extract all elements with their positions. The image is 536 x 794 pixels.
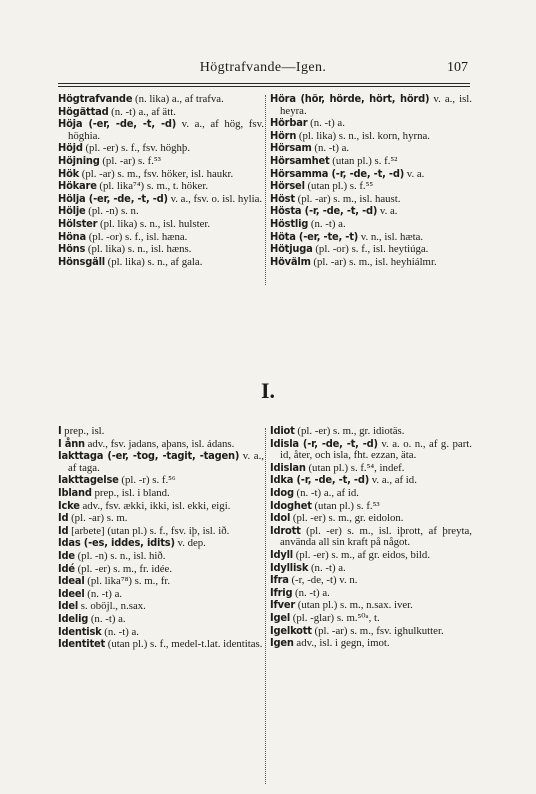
entry-definition: (utan pl.) s. f.⁵³ — [311, 499, 380, 512]
entry-definition: v. a., af id. — [369, 474, 417, 487]
entry-definition: (pl. -or) s. f., isl. heytiúga. — [312, 243, 429, 256]
entry-definition: s. oböjl., n.sax. — [78, 600, 146, 613]
entry-definition: (pl. lika) s. n., af gala. — [104, 255, 203, 268]
entry-headword: Hörbar — [270, 116, 308, 130]
entry-definition: (utan pl.) s. f.⁵⁵ — [304, 180, 374, 193]
entry-headword: Iakttaga (-er, -tog, -tagit, -tagen) — [58, 449, 240, 463]
entry-definition: (n. -t) a. — [308, 217, 346, 230]
entry-definition: v. a. — [377, 205, 398, 218]
entry-definition: (pl. lika⁷⁴) s. m., t. höker. — [96, 180, 209, 193]
page-number: 107 — [447, 60, 468, 75]
entry-definition: adv., fsv. ækki, ikki, isl. ekki, eigi. — [79, 499, 231, 512]
entry-headword: Icke — [58, 498, 80, 512]
entry-definition: (pl. -glar) s. m.⁵⁰ᵃ, t. — [290, 611, 380, 624]
entry-headword: Höst — [270, 191, 295, 205]
dictionary-entry — [58, 218, 264, 231]
entry-definition: prep., isl. i bland. — [91, 486, 170, 499]
entry-definition: (n. -t) a. — [311, 142, 350, 155]
entry-headword: I — [58, 424, 62, 437]
entry-headword: Hölster — [58, 216, 98, 230]
dictionary-entry — [270, 587, 472, 600]
dictionary-entry — [270, 574, 472, 587]
entry-headword: Idog — [270, 485, 294, 499]
entry-definition: (pl. -er) s. m., isl. iþrott, af þreyta, använda all sin kraft på något. — [280, 524, 472, 549]
entry-definition: (pl. lika) s. n., isl. korn, hyrna. — [296, 129, 430, 142]
entry-headword: Ideal — [58, 574, 85, 588]
dictionary-entry — [58, 487, 264, 500]
entry-definition: (-r, -de, -t) v. n. — [288, 574, 358, 587]
entry-headword: Höstlig — [270, 216, 309, 230]
entry-headword: Höns — [58, 242, 86, 256]
entry-headword: Igen — [270, 636, 294, 650]
entry-headword: Ifra — [270, 573, 289, 587]
entry-headword: Hövälm — [270, 254, 311, 268]
entry-definition: (pl. -er) s. f., fsv. höghþ. — [82, 142, 191, 155]
entry-headword: Hörsel — [270, 179, 305, 193]
entry-definition: (pl. -ar) s. m., isl. heyhiálmr. — [310, 255, 437, 268]
entry-definition: v. a., af hög, fsv. höghia. — [68, 118, 264, 142]
entry-definition: (n. -t) a. — [84, 587, 123, 600]
entry-definition: (pl. -n) s. n., isl. hið. — [74, 549, 166, 562]
dictionary-entry — [270, 599, 472, 612]
entry-headword: Id — [58, 523, 69, 537]
entry-headword: Högtrafvande — [58, 92, 133, 105]
dictionary-entry — [58, 500, 264, 513]
entry-headword: Hörsamma (-r, -de, -t, -d) — [270, 166, 405, 180]
entry-definition: (pl. lika⁷⁸) s. m., fr. — [84, 575, 171, 588]
entry-headword: Idrott — [270, 523, 301, 537]
column-top-left — [58, 93, 264, 268]
entry-definition: (pl. -ar) s. m., fsv. höker, isl. haukr. — [79, 167, 234, 180]
dictionary-entry — [270, 625, 472, 638]
entry-headword: Hötjuga — [270, 242, 313, 256]
entry-headword: Hösta (-r, -de, -t, -d) — [270, 204, 378, 218]
entry-definition: (n. -t) a., af ätt. — [108, 105, 176, 118]
entry-definition: (n. -t) a. — [292, 586, 330, 599]
dictionary-entry — [270, 93, 472, 117]
running-header — [58, 60, 468, 78]
entry-definition: (n. -t) a. — [88, 612, 126, 625]
entry-definition: (utan pl.) s. m., n.sax. iver. — [295, 599, 413, 612]
dictionary-entry — [58, 588, 264, 601]
dictionary-entry — [58, 256, 264, 269]
entry-headword: Högättad — [58, 104, 109, 118]
dictionary-entry — [270, 500, 472, 513]
entry-headword: Idas (-es, iddes, idits) — [58, 536, 175, 550]
entry-headword: Ideel — [58, 586, 85, 600]
dictionary-entry — [58, 425, 264, 438]
entry-headword: Hök — [58, 166, 80, 180]
dictionary-entry — [270, 562, 472, 575]
entry-headword: Höja (-er, -de, -t, -d) — [58, 117, 177, 131]
dictionary-entry — [270, 256, 472, 269]
dictionary-entry — [270, 180, 472, 193]
entry-headword: Ide — [58, 548, 75, 562]
entry-definition: (pl. -n) s. n. — [85, 205, 139, 218]
entry-definition: v. a. o. n., af g. part. id, åter, och isla, fht. ezzan, äta. — [280, 437, 472, 462]
entry-headword: Idyll — [270, 547, 293, 561]
entry-headword: Idka (-r, -de, -t, -d) — [270, 473, 370, 487]
entry-definition: v. n., isl. hæta. — [358, 230, 424, 243]
column-divider — [265, 428, 266, 784]
column-bottom-left — [58, 425, 264, 651]
dictionary-entry — [58, 118, 264, 142]
entry-headword: Idoghet — [270, 498, 312, 512]
entry-definition: (pl. -er) s. m., fr. idée. — [74, 562, 173, 575]
entry-definition: (pl. -r) s. f.⁵⁶ — [118, 474, 176, 487]
dictionary-entry — [58, 638, 264, 651]
column-divider — [265, 95, 266, 285]
dictionary-entry — [58, 600, 264, 613]
entry-definition: v. a., isl. heyra. — [280, 93, 472, 117]
entry-headword: Hölja (-er, -de, -t, -d) — [58, 191, 168, 205]
entry-definition: v. dep. — [174, 537, 206, 550]
dictionary-entry — [58, 575, 264, 588]
entry-headword: Ibland — [58, 485, 92, 499]
entry-headword: Idé — [58, 561, 75, 575]
entry-definition: prep., isl. — [61, 425, 105, 437]
entry-definition: (n. -t) a., af id. — [293, 486, 359, 499]
entry-headword: Idel — [58, 599, 79, 613]
dictionary-entry — [58, 231, 264, 244]
entry-headword: Höta (-er, -te, -t) — [270, 229, 359, 243]
entry-definition: (pl. lika) s. n., isl. hulster. — [97, 217, 211, 230]
entry-headword: Id — [58, 511, 69, 525]
entry-headword: Idol — [270, 511, 291, 525]
entry-definition: (pl. -er) s. m., af gr. eidos, bild. — [293, 548, 431, 561]
entry-definition: adv., fsv. jadans, aþans, isl. ádans. — [84, 437, 235, 450]
entry-headword: Identitet — [58, 637, 106, 651]
entry-definition: (pl. -er) s. m., gr. idiotäs. — [294, 425, 405, 437]
entry-headword: Igelkott — [270, 623, 312, 637]
entry-definition: v. a. — [404, 167, 425, 180]
section-letter: I. — [260, 378, 276, 403]
header-rule-thin — [58, 86, 470, 87]
entry-definition: (pl. -ar) s. m. — [68, 512, 128, 525]
entry-definition: [arbete] (utan pl.) s. f., fsv. iþ, isl. ið. — [68, 524, 230, 537]
header-rule — [58, 83, 470, 84]
entry-headword: Idelig — [58, 611, 89, 625]
entry-headword: I ånn — [58, 436, 85, 450]
entry-headword: Iakttagelse — [58, 473, 119, 487]
header-title: Högtrafvande—Igen. — [199, 60, 327, 75]
entry-definition: (n. -t) a. — [308, 561, 346, 574]
dictionary-entry — [58, 512, 264, 525]
entry-headword: Ifver — [270, 598, 296, 612]
entry-definition: (pl. -ar) s. m., isl. haust. — [294, 192, 401, 205]
entry-definition: (pl. -er) s. m., gr. eidolon. — [290, 512, 404, 525]
column-bottom-right — [270, 425, 472, 650]
entry-definition: (pl. -or) s. f., isl. hæna. — [86, 230, 188, 243]
dictionary-entry — [58, 537, 264, 550]
entry-headword: Hökare — [58, 179, 97, 193]
dictionary-entry — [270, 117, 472, 130]
entry-headword: Identisk — [58, 624, 102, 638]
dictionary-entry — [270, 474, 472, 487]
entry-definition: (pl. -ar) s. m., fsv. ighulkutter. — [311, 624, 444, 637]
dictionary-entry — [270, 438, 472, 462]
entry-headword: Ifrig — [270, 585, 293, 599]
dictionary-entry — [58, 155, 264, 168]
entry-headword: Höra (hör, hörde, hört, hörd) — [270, 92, 430, 105]
entry-definition: adv., isl. i gegn, imot. — [293, 637, 390, 650]
entry-headword: Idisla (-r, -de, -t, -d) — [270, 436, 378, 450]
entry-definition: (n. -t) a. — [307, 117, 345, 130]
dictionary-entry — [58, 563, 264, 576]
entry-headword: Höjning — [58, 153, 100, 167]
entry-definition: (n. -t) a. — [101, 625, 140, 638]
entry-headword: Idislan — [270, 460, 306, 474]
entry-definition: (utan pl.) s. f.⁵⁴, indef. — [305, 461, 405, 474]
entry-headword: Igel — [270, 610, 291, 624]
entry-definition: (pl. lika) s. n., isl. hæns. — [85, 243, 192, 256]
entry-definition: v. a., af taga. — [68, 450, 264, 474]
entry-definition: (utan pl.) s. f., medel-t.lat. identitas. — [105, 638, 263, 651]
entry-headword: Hönsgäll — [58, 254, 105, 268]
dictionary-entry — [58, 193, 264, 206]
entry-definition: (pl. -ar) s. f.⁵³ — [99, 154, 161, 167]
entry-headword: Idiot — [270, 424, 295, 437]
dictionary-entry — [270, 525, 472, 549]
entry-headword: Hörsam — [270, 141, 312, 155]
entry-headword: Höjd — [58, 141, 83, 155]
entry-headword: Hölje — [58, 204, 86, 218]
dictionary-entry — [270, 637, 472, 650]
entry-headword: Idyllisk — [270, 560, 309, 574]
entry-definition: v. a., fsv. o. isl. hylia. — [167, 192, 263, 205]
entry-definition: (utan pl.) s. f.⁵² — [329, 154, 398, 167]
dictionary-entry — [58, 450, 264, 474]
entry-definition: (n. lika) a., af trafva. — [132, 93, 224, 105]
entry-headword: Höna — [58, 229, 87, 243]
entry-headword: Hörn — [270, 128, 297, 142]
column-top-right — [270, 93, 472, 268]
dictionary-entry — [58, 550, 264, 563]
entry-headword: Hörsamhet — [270, 153, 330, 167]
